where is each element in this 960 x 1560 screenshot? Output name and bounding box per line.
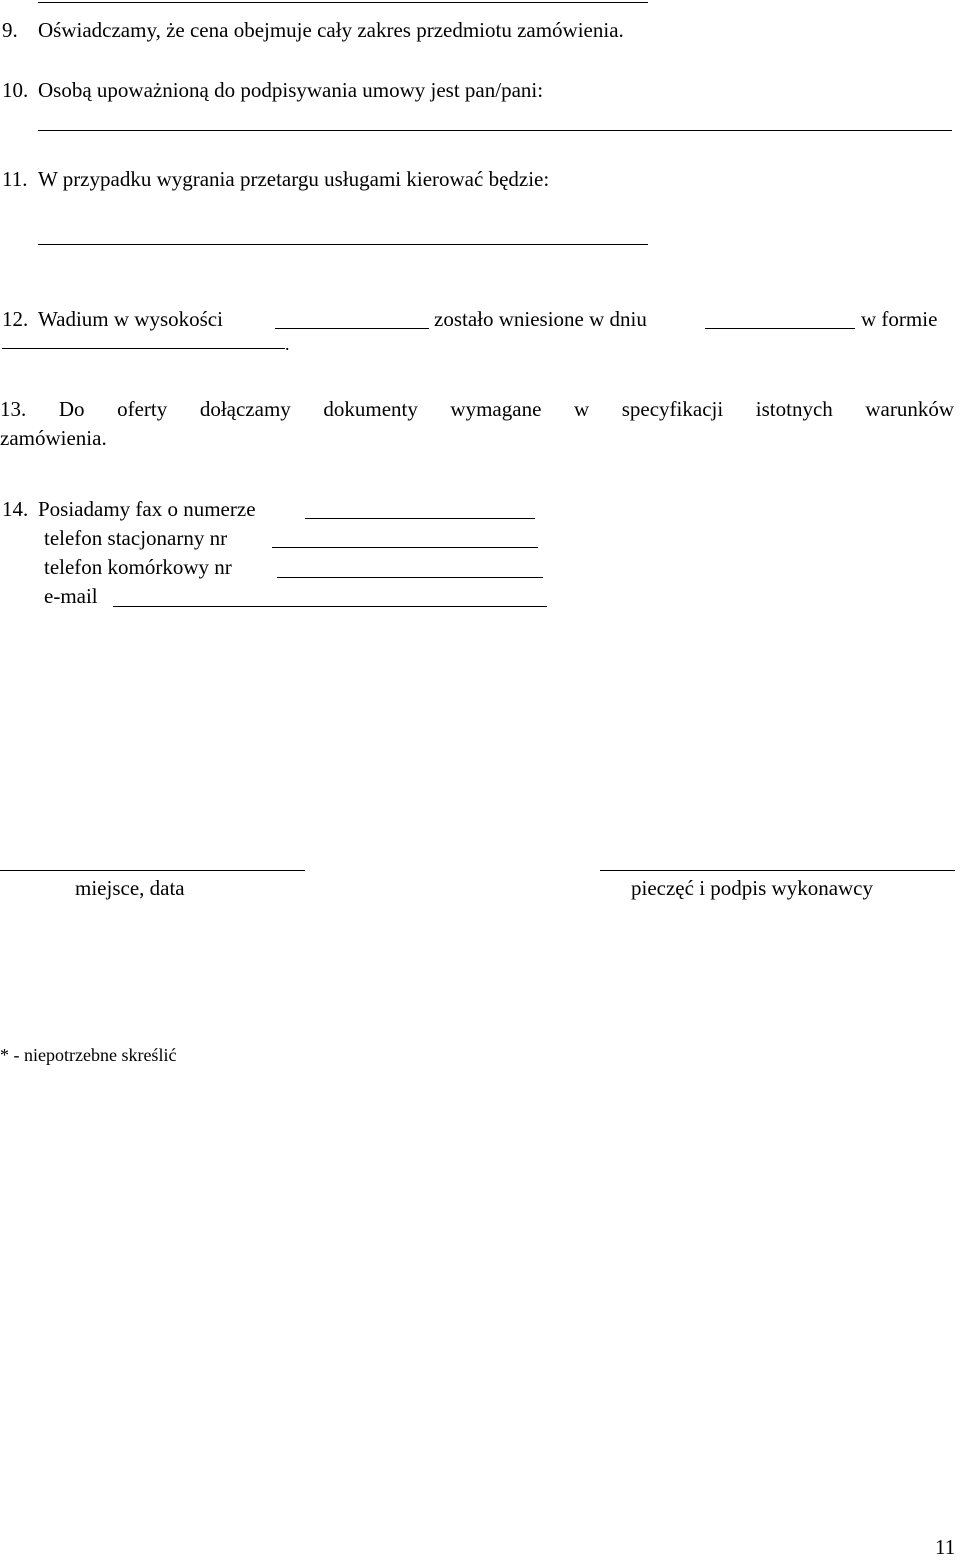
place-date-signature-line[interactable] (0, 870, 305, 871)
item-13-number: 13. (0, 397, 27, 421)
footnote: * - niepotrzebne skreślić (0, 1045, 177, 1065)
stamp-signature-caption: pieczęć i podpis wykonawcy (631, 876, 874, 900)
item-12-number: 12. (2, 307, 29, 331)
item-10 (2, 78, 544, 103)
item-14-fax (2, 497, 256, 522)
item-14-number: 14. (2, 497, 29, 521)
item-12-line1 (2, 307, 954, 332)
item-11-number: 11. (2, 167, 28, 191)
place-date-caption: miejsce, data (75, 876, 185, 900)
item-13-line2: zamówienia. (0, 426, 107, 450)
stamp-signature-line[interactable] (600, 870, 955, 871)
deposit-amount-blank[interactable] (275, 327, 429, 329)
email-label: e-mail (44, 584, 98, 608)
authorized-person-blank[interactable] (38, 130, 952, 131)
deposit-date-blank[interactable] (705, 327, 855, 329)
item-9 (2, 18, 624, 43)
landline-number-blank[interactable] (272, 547, 538, 548)
item-12-date-label: zostało wniesione w dniu (434, 307, 647, 331)
fax-number-blank[interactable] (305, 518, 535, 519)
top-blank-line (38, 2, 648, 3)
deposit-form-blank[interactable] (2, 348, 285, 349)
item-13-line1 (0, 397, 954, 422)
fax-label: Posiadamy fax o numerze (38, 497, 256, 521)
item-10-number: 10. (2, 78, 29, 102)
item-11 (2, 167, 550, 192)
item-11-text: W przypadku wygrania przetargu usługami kierować będzie: (38, 167, 550, 191)
item-13-text: Do oferty dołączamy dokumenty wymagane w specyfikacji istotnych warunków (58, 397, 954, 421)
item-10-text: Osobą upoważnioną do podpisywania umowy jest pan/pani: (38, 78, 544, 102)
landline-label: telefon stacjonarny nr (44, 526, 228, 550)
item-12-deposit-label: Wadium w wysokości (38, 307, 223, 331)
email-blank[interactable] (113, 606, 547, 607)
item-12-end: . (285, 334, 290, 354)
mobile-label: telefon komórkowy nr (44, 555, 232, 579)
item-12-form-label: w formie (861, 307, 938, 331)
mobile-number-blank[interactable] (277, 577, 543, 578)
service-manager-blank[interactable] (38, 244, 648, 245)
item-9-number: 9. (2, 18, 18, 42)
page-number: 11 (935, 1535, 956, 1559)
item-9-text: Oświadczamy, że cena obejmuje cały zakres przedmiotu zamówienia. (38, 18, 624, 42)
